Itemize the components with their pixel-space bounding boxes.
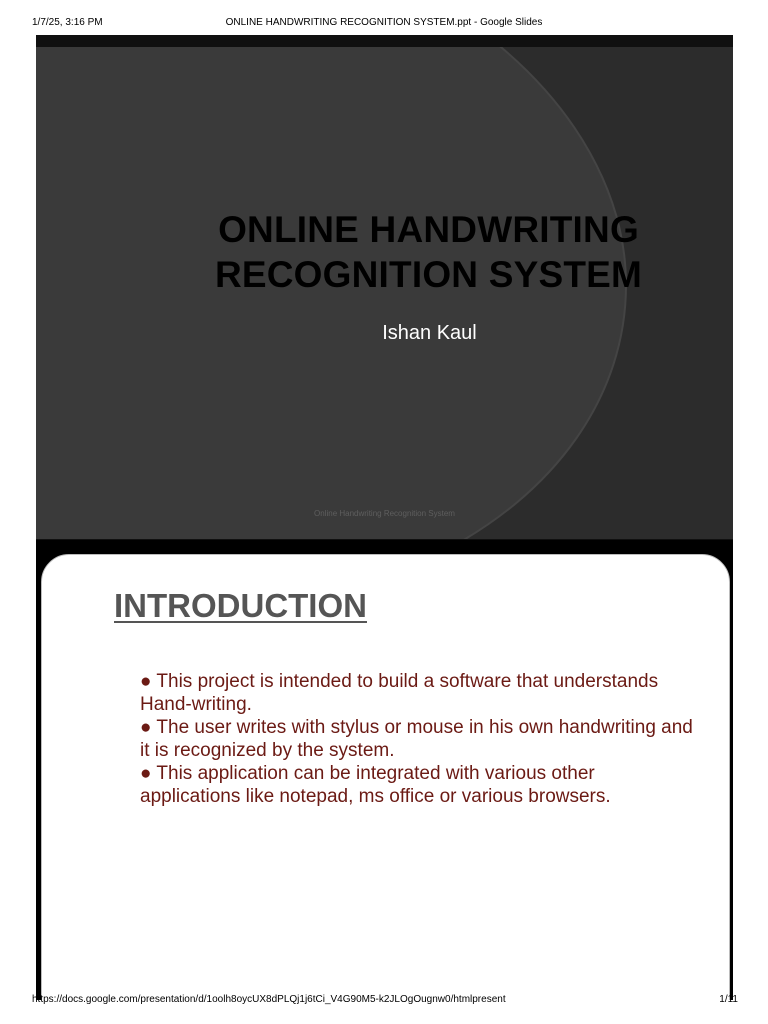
- slide-title: [36, 207, 733, 297]
- slide-1: [36, 35, 733, 550]
- print-footer: [0, 994, 768, 1008]
- list-item: ● The user writes with stylus or mouse in his own handwriting and it is recognized by the system.: [140, 717, 693, 761]
- print-datetime: 1/7/25, 3:16 PM: [32, 17, 103, 28]
- list-item: ● This application can be integrated with various other applications like notepad, ms office or various browsers.: [140, 763, 611, 807]
- slide-author: Ishan Kaul: [382, 322, 477, 344]
- slide-2-card: [41, 554, 730, 1000]
- print-document-title: ONLINE HANDWRITING RECOGNITION SYSTEM.ppt - Google Slides: [225, 17, 543, 28]
- slide-title-line-1: ONLINE HANDWRITING: [218, 209, 639, 250]
- bullet-list: [140, 670, 700, 808]
- slide-2: [36, 540, 733, 1000]
- print-url: https://docs.google.com/presentation/d/1oolh8oycUX8dPLQj1j6tCi_V4G90M5-k2JLOgOugnw0/htmlpresent: [32, 994, 506, 1005]
- slide-title-line-2: RECOGNITION SYSTEM: [214, 254, 643, 295]
- list-item: ● This project is intended to build a software that understands Hand-writing.: [140, 671, 659, 715]
- slide-footer: Online Handwriting Recognition System: [314, 509, 455, 518]
- slide-1-background: [36, 47, 733, 539]
- print-header: [0, 17, 768, 31]
- page-number: 1/11: [719, 994, 738, 1005]
- slide-heading: INTRODUCTION: [114, 587, 367, 624]
